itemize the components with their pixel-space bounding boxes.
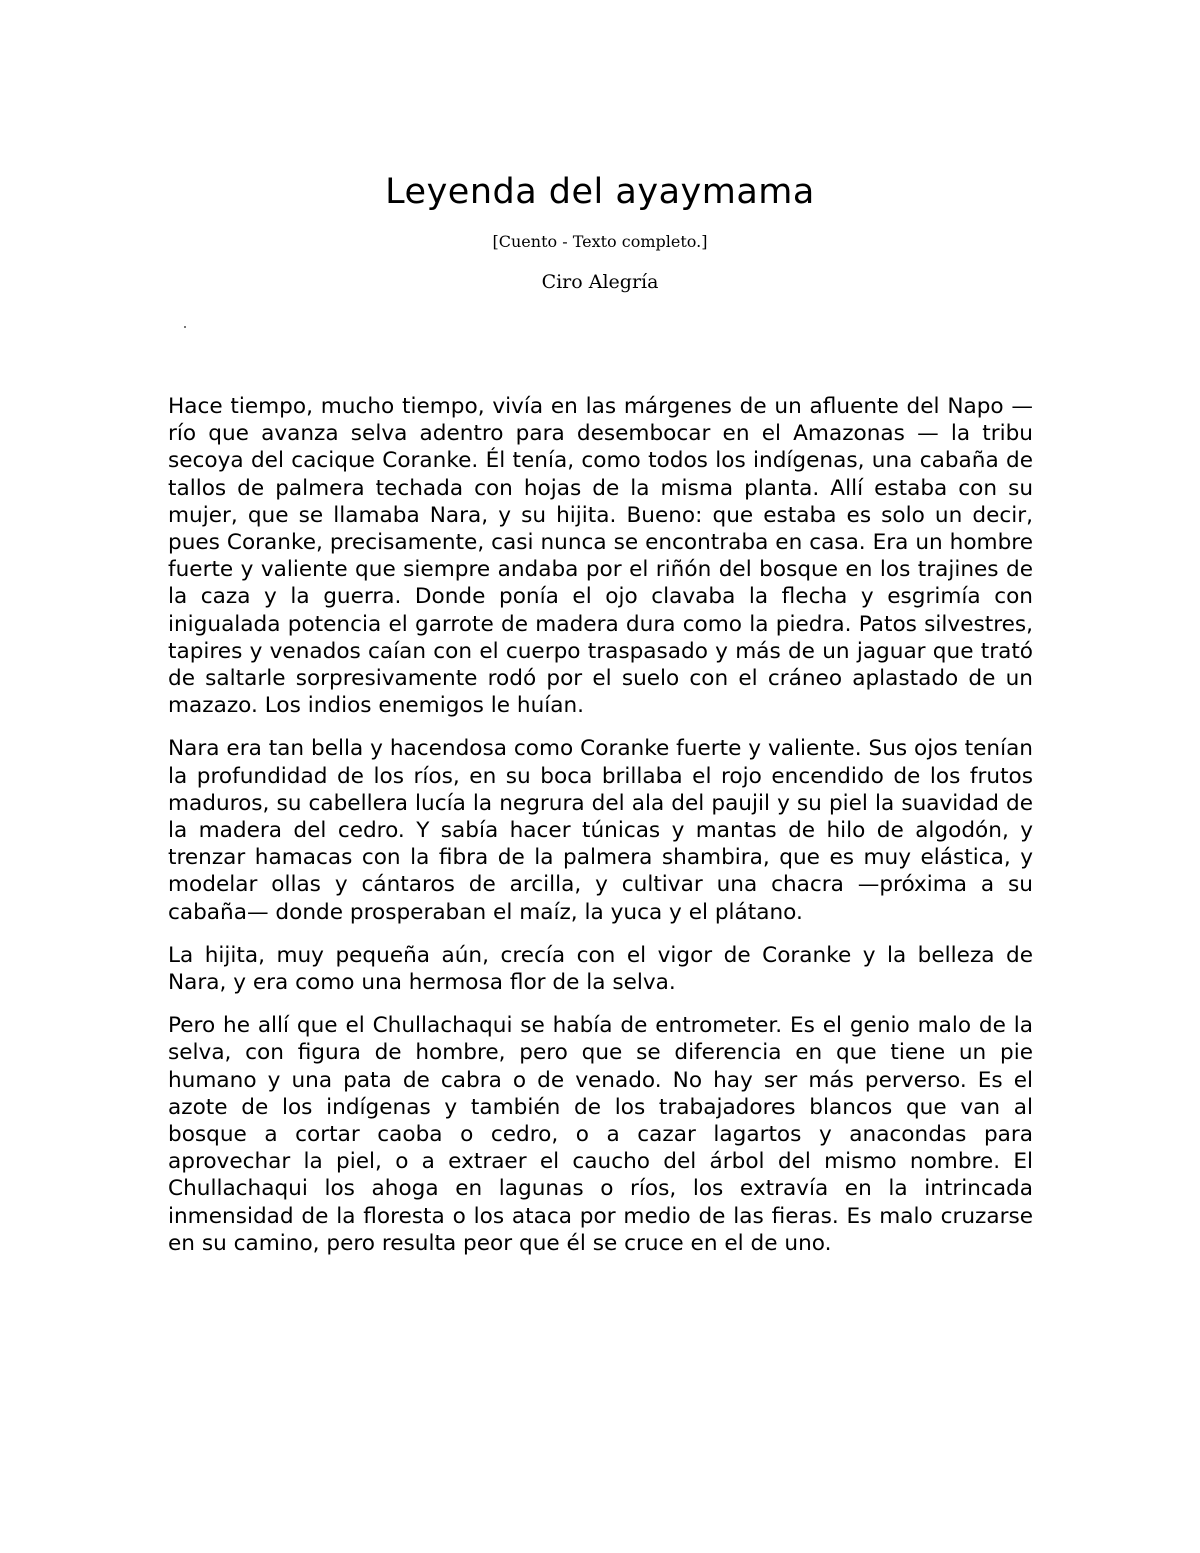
stray-dot-mark <box>184 326 186 328</box>
paragraph-2: Nara era tan bella y hacendosa como Coranke fuerte y valiente. Sus ojos tenían la profundidad de los ríos, en su boca brillaba el rojo encendido de los frutos maduros, su cabellera lucía la negrura del ala del paujil y su piel la suavidad de la madera del cedro. Y sabía hacer túnicas y mantas de hilo de algodón, y trenzar hamacas con la fibra de la palmera shambira, que es muy elástica, y modelar ollas y cántaros de arcilla, y cultivar una chacra —próxima a su cabaña— donde prosperaban el maíz, la yuca y el plátano. <box>168 736 1033 925</box>
paragraph-3: La hijita, muy pequeña aún, crecía con el vigor de Coranke y la belleza de Nara, y era como una hermosa flor de la selva. <box>168 942 1033 996</box>
document-title: Leyenda del ayaymama <box>385 172 815 212</box>
document-subtitle: [Cuento - Texto completo.] <box>492 232 708 251</box>
document-author: Ciro Alegría <box>541 271 659 293</box>
paragraph-1: Hace tiempo, mucho tiempo, vivía en las márgenes de un afluente del Napo —río que avanza selva adentro para desembocar en el Amazonas — la tribu secoya del cacique Coranke. Él tenía, como todos los indígenas, una cabaña de tallos de palmera techada con hojas de la misma planta. Allí estaba con su mujer, que se llamaba Nara, y su hijita. Bueno: que estaba es solo un decir, pues Coranke, precisamente, casi nunca se encontraba en casa. Era un hombre fuerte y valiente que siempre andaba por el riñón del bosque en los trajines de la caza y la guerra. Donde ponía el ojo clavaba la flecha y esgrimía con inigualada potencia el garrote de madera dura como la piedra. Patos silvestres, tapires y venados caían con el cuerpo traspasado y más de un jaguar que trató de saltarle sorpresivamente rodó por el suelo con el cráneo aplastado de un mazazo. Los indios enemigos le huían. <box>168 394 1033 719</box>
paragraph-4: Pero he allí que el Chullachaqui se había de entrometer. Es el genio malo de la selva, con figura de hombre, pero que se diferencia en que tiene un pie humano y una pata de cabra o de venado. No hay ser más perverso. Es el azote de los indígenas y también de los trabajadores blancos que van al bosque a cortar caoba o cedro, o a cazar lagartos y anacondas para aprovechar la piel, o a extraer el caucho del árbol del mismo nombre. El Chullachaqui los ahoga en lagunas o ríos, los extravía en la intrincada inmensidad de la floresta o los ataca por medio de las fieras. Es malo cruzarse en su camino, pero resulta peor que él se cruce en el de uno. <box>168 1013 1033 1256</box>
story-body <box>168 393 1033 1273</box>
